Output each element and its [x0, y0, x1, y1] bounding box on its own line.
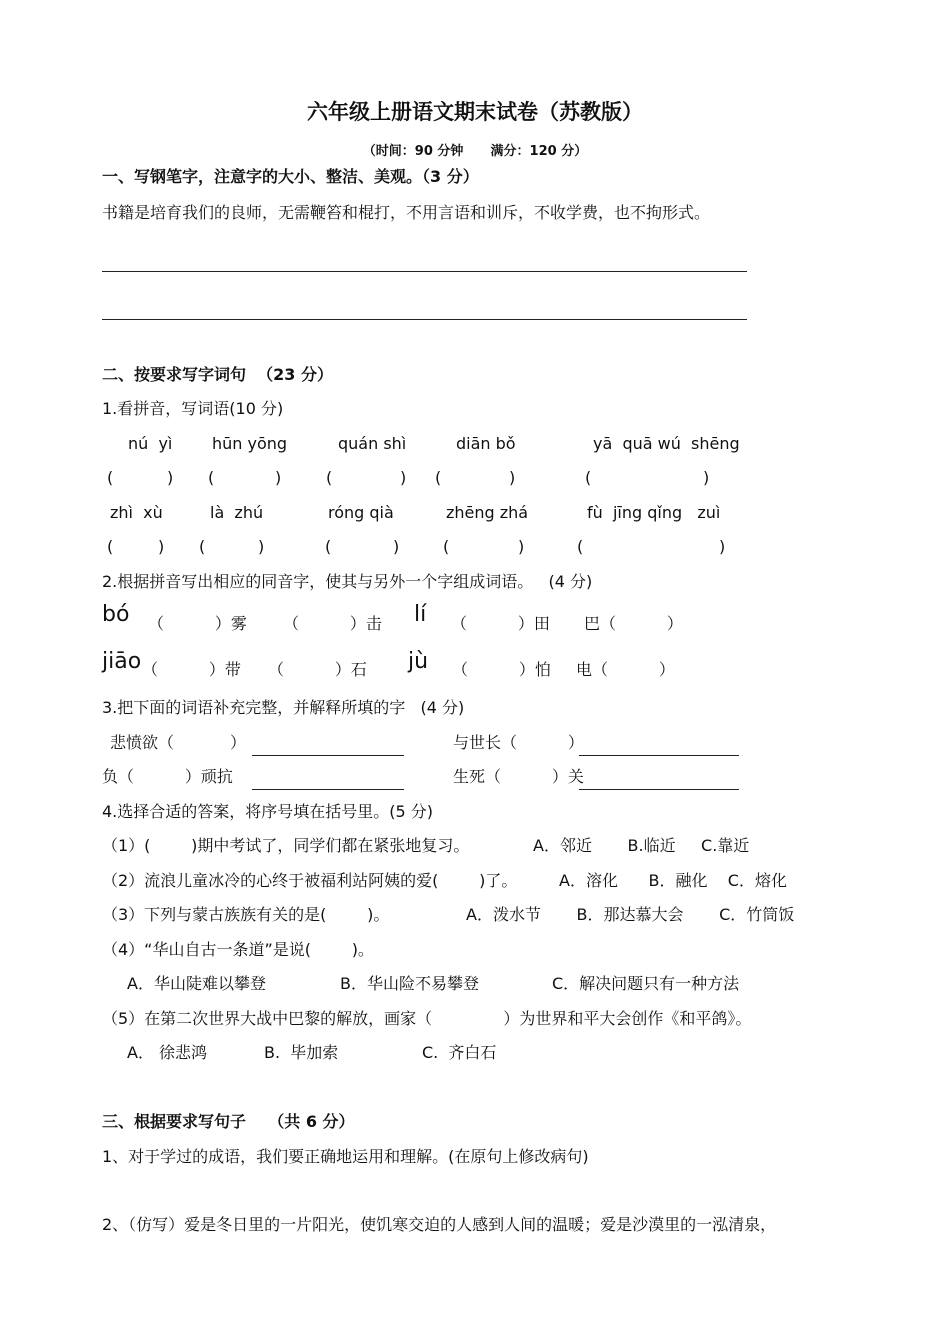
answer-paren-close: )	[158, 537, 165, 556]
answer-paren-close: )	[393, 537, 400, 556]
answer-paren-close: )	[518, 537, 525, 556]
sentence-question-1: 1、对于学过的成语，我们要正确地运用和理解。(在原句上修改病句)	[102, 1147, 589, 1166]
section-3-heading: 三、根据要求写句子 （共 6 分）	[102, 1112, 355, 1131]
homophone-item[interactable]: （ ）带	[142, 660, 241, 679]
choice-question-2: （2）流浪儿童冰冷的心终于被福利站阿姨的爱( )了。	[102, 871, 518, 890]
q1-title: 1.看拼音，写词语(10 分)	[102, 399, 284, 418]
explain-line-4[interactable]	[579, 789, 739, 790]
pinyin-bo: bó	[102, 602, 130, 627]
answer-paren-close: )	[400, 468, 407, 487]
idiom-3[interactable]: 负（ ）顽抗	[102, 767, 233, 786]
writing-line-2	[102, 319, 747, 320]
choice-option[interactable]: A． 徐悲鸿	[127, 1043, 208, 1062]
answer-paren-open[interactable]: (	[107, 537, 114, 556]
exam-info: （时间：90 分钟 满分：120 分）	[362, 144, 588, 159]
answer-paren-open[interactable]: (	[325, 537, 332, 556]
answer-paren-open[interactable]: (	[107, 468, 114, 487]
choice-option[interactable]: B. 毕加索	[264, 1043, 339, 1062]
answer-paren-open[interactable]: (	[208, 468, 215, 487]
sentence-question-2: 2、（仿写）爱是冬日里的一片阳光，使饥寒交迫的人感到人间的温暖；爱是沙漠里的一泓清泉，	[102, 1215, 777, 1234]
homophone-item[interactable]: （ ）石	[268, 660, 367, 679]
answer-paren-close: )	[258, 537, 265, 556]
pinyin-4: diān bǒ	[456, 434, 516, 453]
choice-option[interactable]: C．解决问题只有一种方法	[552, 974, 740, 993]
pinyin-8: róng qià	[328, 503, 394, 522]
homophone-item[interactable]: （ ）雾	[148, 614, 247, 633]
answer-paren-open[interactable]: (	[199, 537, 206, 556]
section-2-heading: 二、按要求写字词句 （23 分）	[102, 365, 333, 384]
choice-question-3: （3）下列与蒙古族族有关的是( )。	[102, 905, 390, 924]
q4-title: 4.选择合适的答案，将序号填在括号里。(5 分)	[102, 802, 434, 821]
choice-options-2[interactable]: A．溶化 B．融化 C．熔化	[559, 871, 787, 890]
pinyin-ju: jù	[408, 649, 429, 674]
idiom-4[interactable]: 生死（ ）关	[453, 767, 584, 786]
explain-line-1[interactable]	[252, 755, 404, 756]
answer-paren-close: )	[719, 537, 726, 556]
pinyin-2: hūn yōng	[212, 434, 288, 453]
homophone-item[interactable]: 电（ ）	[576, 660, 675, 679]
choice-options-1[interactable]: A．邻近 B.临近 C.靠近	[533, 836, 750, 855]
page-title: 六年级上册语文期末试卷（苏教版）	[307, 100, 643, 124]
choice-option[interactable]: A．华山陡难以攀登	[127, 974, 266, 993]
copy-text: 书籍是培育我们的良师，无需鞭笞和棍打，不用言语和训斥，不收学费，也不拘形式。	[102, 203, 711, 222]
choice-question-5: （5）在第二次世界大战中巴黎的解放，画家（ ）为世界和平大会创作《和平鸽》。	[102, 1009, 752, 1028]
explain-line-2[interactable]	[579, 755, 739, 756]
answer-paren-open[interactable]: (	[577, 537, 584, 556]
choice-option[interactable]: C. 齐白石	[422, 1043, 497, 1062]
answer-paren-open[interactable]: (	[443, 537, 450, 556]
answer-paren-open[interactable]: (	[326, 468, 333, 487]
pinyin-9: zhēng zhá	[446, 503, 529, 522]
idiom-2[interactable]: 与世长（ ）	[453, 733, 584, 752]
answer-paren-close: )	[275, 468, 282, 487]
q3-title: 3.把下面的词语补充完整，并解释所填的字 (4 分)	[102, 698, 465, 717]
answer-paren-close: )	[703, 468, 710, 487]
choice-options-3[interactable]: A．泼水节 B．那达慕大会 C．竹筒饭	[466, 905, 795, 924]
pinyin-6: zhì xù	[110, 503, 163, 522]
pinyin-10: fù jīng qǐng zuì	[587, 503, 721, 522]
pinyin-3: quán shì	[338, 434, 407, 453]
answer-paren-close: )	[167, 468, 174, 487]
writing-line-1	[102, 271, 747, 272]
answer-paren-open[interactable]: (	[435, 468, 442, 487]
idiom-1[interactable]: 悲愤欲（ ）	[110, 733, 246, 752]
homophone-item[interactable]: （ ）田	[451, 614, 550, 633]
q2-title: 2.根据拼音写出相应的同音字，使其与另外一个字组成词语。 (4 分)	[102, 572, 593, 591]
pinyin-1: nú yì	[128, 434, 173, 453]
pinyin-5: yā quā wú shēng	[593, 434, 740, 453]
homophone-item[interactable]: 巴（ ）	[584, 614, 683, 633]
answer-paren-open[interactable]: (	[585, 468, 592, 487]
choice-question-4: （4）“华山自古一条道”是说( )。	[102, 940, 374, 959]
section-1-heading: 一、写钢笔字，注意字的大小、整洁、美观。（3 分）	[102, 167, 479, 186]
explain-line-3[interactable]	[252, 789, 404, 790]
pinyin-7: là zhú	[210, 503, 264, 522]
choice-question-1: （1）( )期中考试了，同学们都在紧张地复习。	[102, 836, 470, 855]
choice-option[interactable]: B．华山险不易攀登	[340, 974, 479, 993]
homophone-item[interactable]: （ ）击	[283, 614, 382, 633]
homophone-item[interactable]: （ ）怕	[452, 660, 551, 679]
pinyin-li: lí	[414, 602, 427, 627]
pinyin-jiao: jiāo	[102, 649, 142, 674]
answer-paren-close: )	[509, 468, 516, 487]
